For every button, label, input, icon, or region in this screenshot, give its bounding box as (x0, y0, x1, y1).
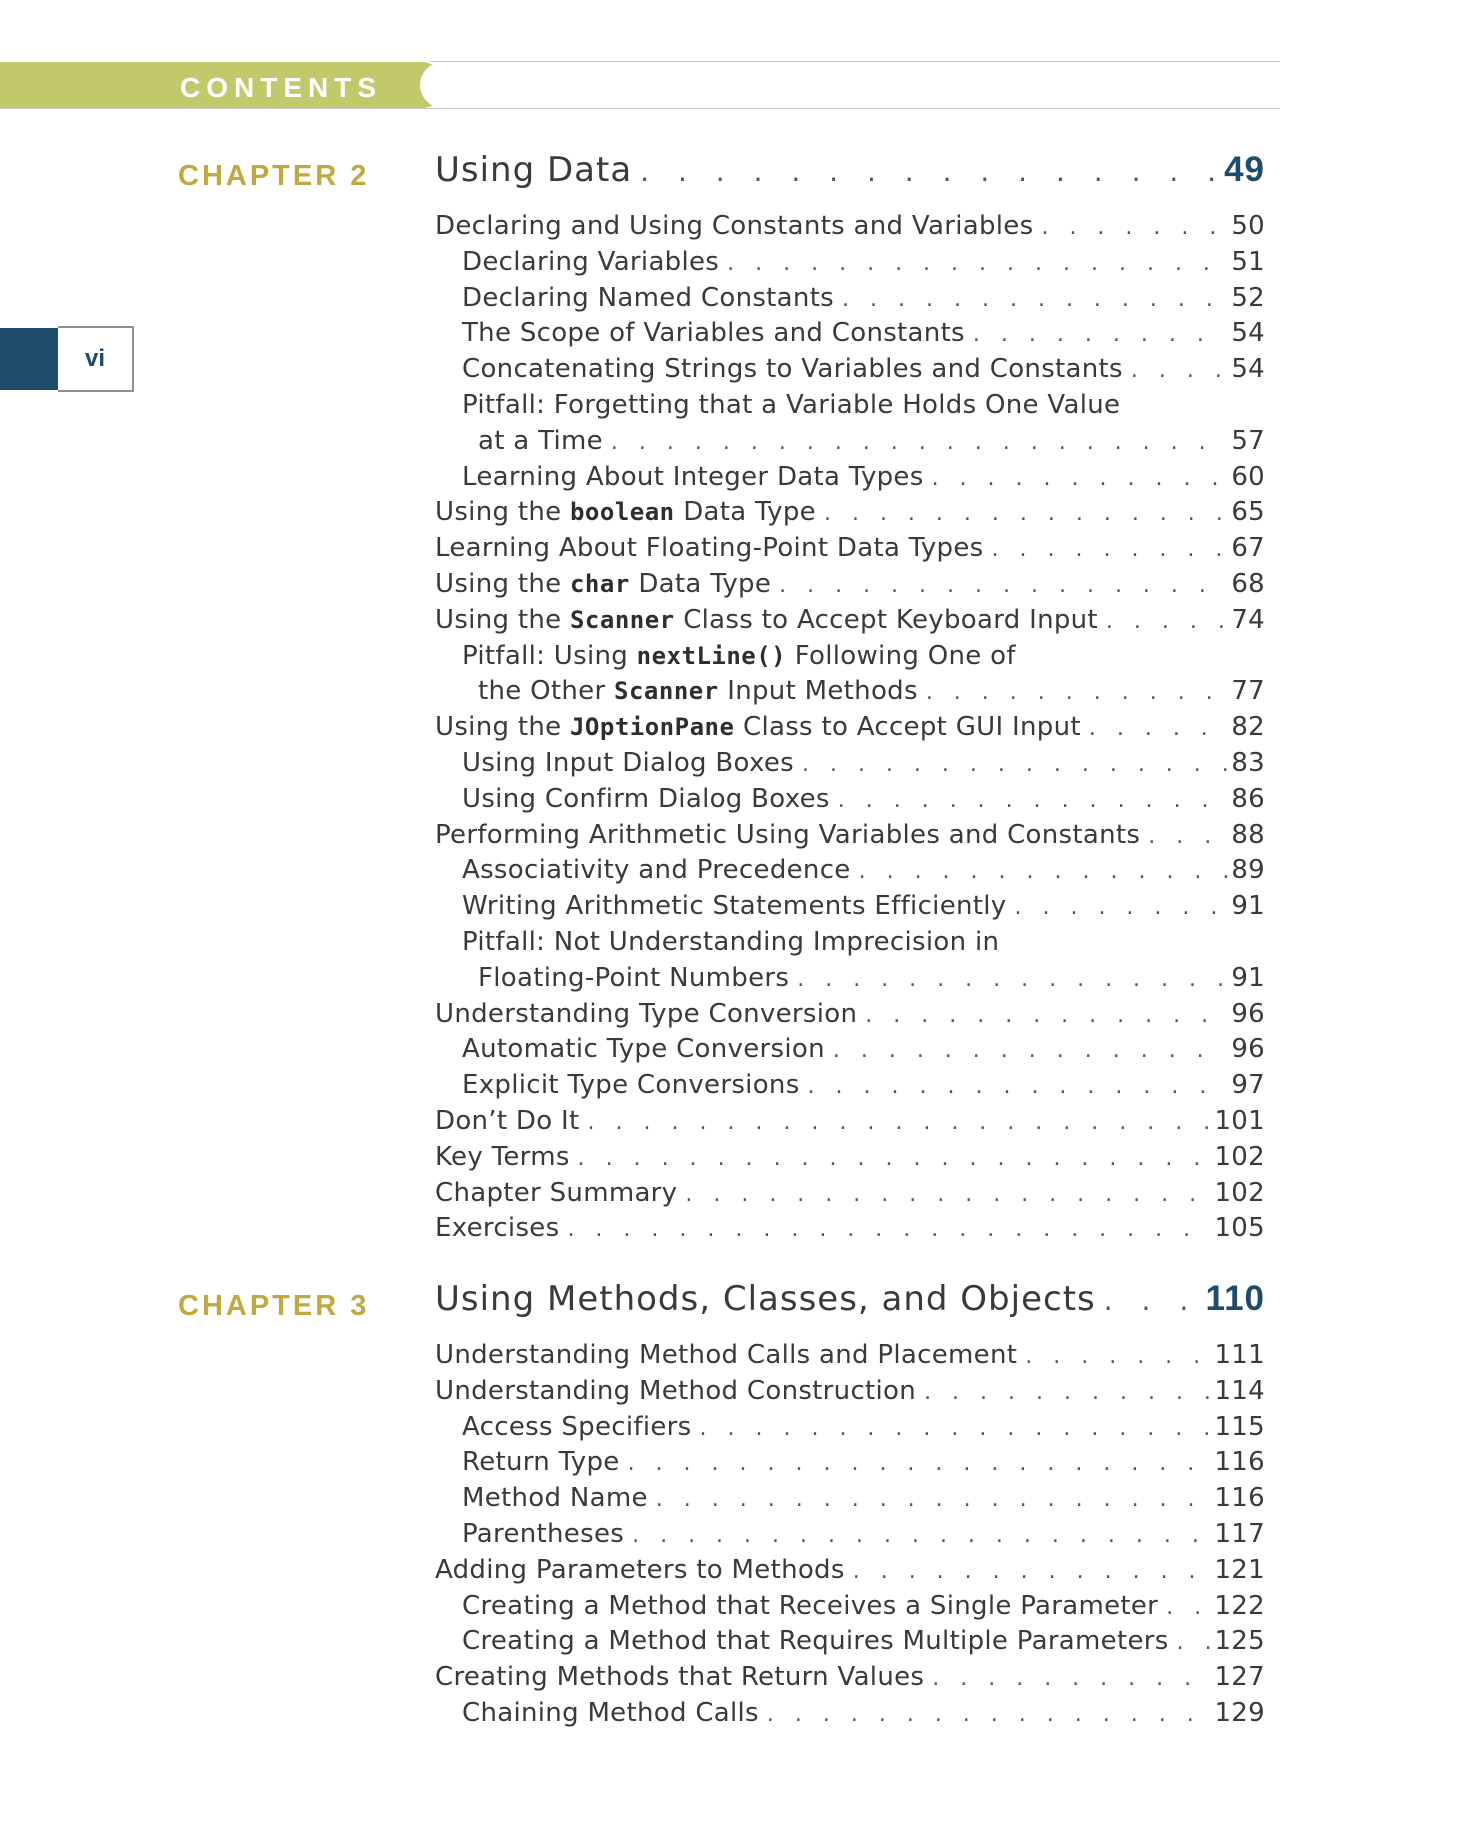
leader-dots (771, 569, 1227, 599)
toc-entry-text: Input Methods (718, 676, 918, 707)
toc-entry-text: Using the (435, 497, 570, 528)
toc-entry[interactable] (435, 1591, 1265, 1627)
leader-dots (825, 1034, 1227, 1064)
toc-entry[interactable] (435, 891, 1265, 927)
chapter-page: 110 (1205, 1279, 1265, 1318)
leader-dots (794, 748, 1227, 778)
toc-entry-page: 96 (1231, 1034, 1265, 1065)
toc-entry-text: Using the (435, 568, 570, 599)
toc-entry[interactable] (435, 820, 1265, 856)
toc-entry-title: Explicit Type Conversions (462, 1070, 800, 1101)
toc-entry-title: Declaring and Using Constants and Variables (435, 211, 1034, 241)
toc-entry-page: 105 (1214, 1213, 1265, 1244)
leader-dots (924, 1662, 1210, 1692)
toc-entry-title: Associativity and Precedence (462, 855, 851, 886)
toc-entry-title: Creating a Method that Receives a Single Parameter (462, 1590, 1159, 1621)
leader-dots (1006, 891, 1227, 921)
toc-entry-text: Using the (435, 712, 570, 743)
toc-entry[interactable] (435, 1698, 1265, 1734)
toc-entry[interactable] (435, 999, 1265, 1035)
leader-dots (1123, 354, 1227, 384)
toc-entry-title: Creating a Method that Requires Multiple Parameters (462, 1626, 1169, 1657)
toc-entry-page: 114 (1214, 1375, 1265, 1406)
toc-entry[interactable] (435, 927, 1265, 963)
toc-entry[interactable] (435, 569, 1265, 605)
chapter-title[interactable] (435, 150, 1265, 194)
leader-dots (984, 533, 1228, 563)
toc-entry-page: 102 (1214, 1177, 1265, 1208)
leader-dots (834, 283, 1227, 313)
toc-entry-title (435, 605, 1098, 635)
toc-entry[interactable] (435, 1412, 1265, 1448)
chapter-page: 49 (1224, 150, 1265, 189)
toc-entry-title: Writing Arithmetic Statements Efficiently (462, 891, 1007, 922)
toc-entry-title: Concatenating Strings to Variables and Constants (462, 354, 1123, 385)
toc-entry[interactable] (435, 247, 1265, 283)
toc-entry-title (462, 641, 1016, 671)
toc-entry[interactable] (435, 1340, 1265, 1376)
leader-dots (620, 1447, 1211, 1477)
toc-entry[interactable] (435, 784, 1265, 820)
code-term: JOptionPane (569, 713, 735, 742)
toc-entry[interactable] (435, 1662, 1265, 1698)
toc-entry-page: 115 (1214, 1411, 1265, 1442)
toc-entry-title: Adding Parameters to Methods (435, 1554, 845, 1585)
leader-dots (759, 1698, 1211, 1728)
code-term: char (569, 569, 630, 598)
toc-entry[interactable] (435, 354, 1265, 390)
toc-entry-title: at a Time (478, 425, 603, 456)
toc-entry[interactable] (435, 676, 1265, 712)
toc-entry[interactable] (435, 318, 1265, 354)
leader-dots (1158, 1591, 1210, 1621)
leader-dots (916, 1376, 1210, 1406)
toc-entry-title: Chaining Method Calls (462, 1697, 759, 1728)
toc-entry-text: the Other (478, 676, 615, 707)
toc-entry[interactable] (435, 1178, 1265, 1214)
leader-dots (1033, 211, 1227, 241)
page-number: vi (84, 345, 105, 372)
leader-dots (692, 1412, 1211, 1442)
chapter-3-entries (435, 1340, 1265, 1734)
toc-entry[interactable] (435, 605, 1265, 641)
toc-entry-title: Learning About Floating-Point Data Types (435, 533, 984, 564)
toc-entry-title: Return Type (462, 1447, 620, 1478)
toc-entry-page: 117 (1214, 1518, 1265, 1549)
toc-entry-title: The Scope of Variables and Constants (462, 318, 965, 349)
leader-dots (800, 1070, 1228, 1100)
toc-entry-page: 96 (1231, 998, 1265, 1029)
toc-entry-page: 88 (1231, 819, 1265, 850)
code-term: boolean (569, 498, 675, 527)
leader-dots (624, 1519, 1210, 1549)
leader-dots (1017, 1340, 1210, 1370)
leader-dots (965, 318, 1227, 348)
toc-entry-page: 83 (1231, 747, 1265, 778)
leader-dots (924, 462, 1228, 492)
leader-dots (648, 1483, 1211, 1513)
toc-entry-title: Understanding Method Calls and Placement (435, 1340, 1018, 1370)
toc-entry-title: Pitfall: Not Understanding Imprecision in (462, 926, 1000, 957)
leader-dots (830, 784, 1228, 814)
toc-entry[interactable] (435, 641, 1265, 677)
toc-entry[interactable] (435, 855, 1265, 891)
toc-entry-title: Automatic Type Conversion (462, 1034, 825, 1065)
contents-header-band (0, 62, 445, 108)
leader-dots (1140, 820, 1227, 850)
leader-dots (845, 1555, 1211, 1585)
toc-entry[interactable] (435, 1034, 1265, 1070)
toc-entry-page: 60 (1231, 461, 1265, 492)
toc-entry-title: Exercises (435, 1213, 560, 1244)
toc-entry[interactable] (435, 1519, 1265, 1555)
toc-entry[interactable] (435, 748, 1265, 784)
toc-entry[interactable] (435, 1447, 1265, 1483)
page-number-box (58, 326, 134, 392)
leader-dots (918, 676, 1228, 706)
leader-dots (1096, 1279, 1200, 1319)
leader-dots (570, 1142, 1211, 1172)
toc-entry-page: 68 (1231, 568, 1265, 599)
toc-entry[interactable] (435, 1376, 1265, 1412)
chapter-label: CHAPTER 3 (178, 1290, 370, 1322)
toc-entry-page: 97 (1231, 1070, 1265, 1101)
toc-entry-page: 86 (1231, 783, 1265, 814)
toc-entry-text: Class to Accept GUI Input (734, 712, 1081, 743)
toc-entry-title: Using Input Dialog Boxes (462, 747, 794, 778)
chapter-label: CHAPTER 2 (178, 160, 370, 192)
toc-entry-title: Declaring Named Constants (462, 282, 835, 313)
toc-entry[interactable] (435, 426, 1265, 462)
toc-entry-page: 54 (1231, 318, 1265, 349)
toc-entry-title (435, 497, 816, 527)
toc-entry-page: 122 (1214, 1590, 1265, 1621)
toc-entry-text: Following One of (786, 640, 1016, 671)
toc-entry[interactable] (435, 1483, 1265, 1519)
header-rule-top (430, 61, 1280, 62)
toc-entry-page: 111 (1214, 1340, 1265, 1370)
toc-entry-title: Declaring Variables (462, 246, 720, 277)
toc-entry-page: 67 (1231, 533, 1265, 564)
toc-entry-page: 91 (1231, 962, 1265, 993)
toc-entry-page: 116 (1214, 1483, 1265, 1514)
chapter-title-text: Using Data (435, 150, 633, 190)
contents-heading: CONTENTS (180, 72, 382, 103)
toc-entry-title: Performing Arithmetic Using Variables and Constants (435, 819, 1141, 850)
toc-entry-page: 74 (1231, 604, 1265, 635)
toc-entry-page: 50 (1231, 211, 1265, 241)
toc-entry-title: Don’t Do It (435, 1105, 580, 1136)
leader-dots (1081, 712, 1227, 742)
toc-entry-page: 65 (1231, 497, 1265, 528)
toc-entry-title: Understanding Type Conversion (435, 998, 858, 1029)
toc-entry-title: Understanding Method Construction (435, 1375, 917, 1406)
toc-entry-title: Access Specifiers (462, 1411, 692, 1442)
toc-entry[interactable] (435, 963, 1265, 999)
leader-dots (851, 855, 1228, 885)
leader-dots (580, 1106, 1211, 1136)
toc-entry-page: 82 (1231, 712, 1265, 743)
toc-entry[interactable] (435, 211, 1265, 247)
toc-entry-page: 91 (1231, 891, 1265, 922)
leader-dots (559, 1213, 1210, 1243)
toc-entry[interactable] (435, 1626, 1265, 1662)
toc-entry[interactable] (435, 712, 1265, 748)
leader-dots (816, 497, 1227, 527)
toc-entry-page: 116 (1214, 1447, 1265, 1478)
toc-entry-page: 52 (1231, 282, 1265, 313)
toc-entry-text: Using the (435, 604, 570, 635)
chapter-title[interactable] (435, 1279, 1265, 1323)
toc-entry[interactable] (435, 533, 1265, 569)
toc-entry-title (435, 712, 1081, 742)
leader-dots (677, 1178, 1210, 1208)
toc-entry-page: 57 (1231, 425, 1265, 456)
toc-entry-page: 102 (1214, 1141, 1265, 1172)
leader-dots (789, 963, 1227, 993)
toc-entry[interactable] (435, 497, 1265, 533)
toc-entry[interactable] (435, 1070, 1265, 1106)
toc-entry-page: 54 (1231, 354, 1265, 385)
header-cap (420, 62, 460, 108)
header-rule-bottom (0, 108, 1280, 109)
toc-entry-title: Chapter Summary (435, 1177, 678, 1208)
leader-dots (632, 150, 1218, 190)
toc-entry-title: Floating-Point Numbers (478, 962, 790, 993)
toc-entry-title: Creating Methods that Return Values (435, 1662, 925, 1693)
leader-dots (1169, 1626, 1211, 1656)
leader-dots (857, 999, 1227, 1029)
toc-entry-title: Pitfall: Forgetting that a Variable Holds One Value (462, 389, 1121, 420)
toc-entry-text: Class to Accept Keyboard Input (674, 604, 1098, 635)
toc-entry-title: Key Terms (435, 1141, 570, 1172)
toc-entry-title: Using Confirm Dialog Boxes (462, 783, 830, 814)
toc-entry[interactable] (435, 283, 1265, 319)
toc-entry[interactable] (435, 462, 1265, 498)
toc-entry-page: 101 (1214, 1105, 1265, 1136)
toc-entry[interactable] (435, 1213, 1265, 1249)
toc-entry-page: 129 (1214, 1697, 1265, 1728)
chapter-title-text: Using Methods, Classes, and Objects (435, 1279, 1096, 1319)
toc-entry-title (478, 676, 918, 706)
toc-entry[interactable] (435, 1555, 1265, 1591)
toc-entry-title: Method Name (462, 1483, 648, 1514)
toc-entry[interactable] (435, 1106, 1265, 1142)
toc-entry-text: Data Type (674, 497, 816, 528)
toc-entry-page: 125 (1214, 1626, 1265, 1657)
toc-entry-text: Pitfall: Using (462, 640, 637, 671)
toc-entry-page: 51 (1231, 246, 1265, 277)
toc-entry[interactable] (435, 390, 1265, 426)
toc-entry-page: 127 (1214, 1662, 1265, 1693)
toc-entry-title: Parentheses (462, 1518, 625, 1549)
toc-entry-text: Data Type (629, 568, 772, 599)
toc-entry-page: 89 (1231, 855, 1265, 886)
toc-entry-page: 77 (1231, 676, 1265, 707)
code-term: Scanner (569, 605, 675, 634)
toc-entry-title (435, 569, 771, 599)
toc-entry[interactable] (435, 1142, 1265, 1178)
code-term: Scanner (614, 677, 719, 706)
leader-dots (603, 426, 1227, 456)
leader-dots (719, 247, 1227, 277)
toc-entry-title: Learning About Integer Data Types (462, 461, 924, 492)
chapter-2-entries (435, 211, 1265, 1249)
toc-entry-page: 121 (1214, 1554, 1265, 1585)
folio-tab (0, 328, 58, 390)
leader-dots (1098, 605, 1227, 635)
code-term: nextLine() (636, 641, 787, 670)
